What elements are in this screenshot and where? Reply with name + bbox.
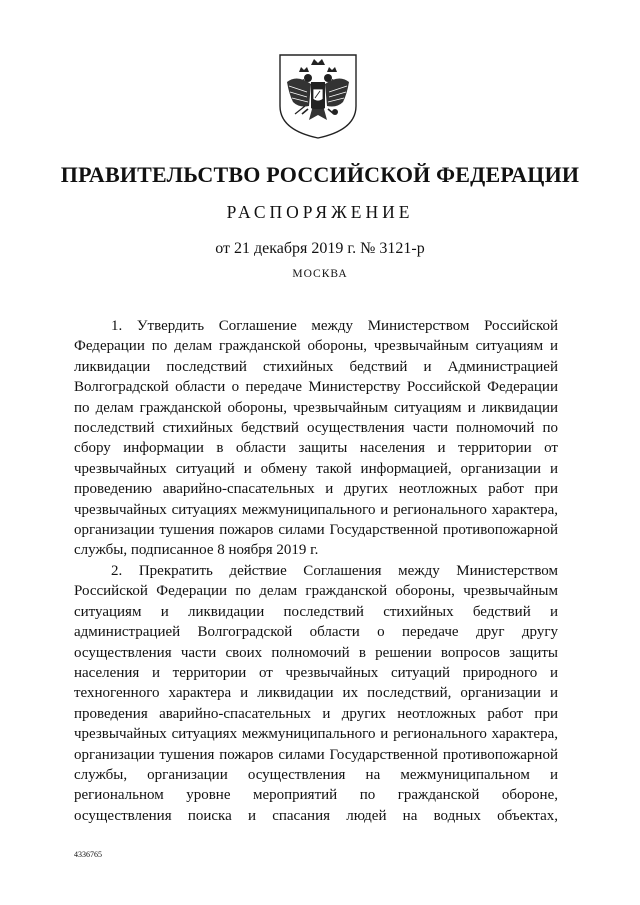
document-body <box>74 316 558 826</box>
coat-of-arms-icon <box>275 52 361 140</box>
document-code: 4336765 <box>74 850 102 859</box>
paragraph-1: 1. Утвердить Соглашение между Министерством Российской Федерации по делам гражданской обороны, чрезвычайным ситуациям и ликвидации последствий стихийных бедствий и Администрацией Волгоградской области о передаче Министерству Российской Федерации по делам гражданской обороны, чрезвычайным ситуациям и ликвидации последствий стихийных бедствий осуществления части полномочий по сбору информации в области защиты населения и территории от чрезвычайных ситуаций и обмену такой информацией, организации и проведению аварийно-спасательных и других неотложных работ при чрезвычайных ситуациях межмуниципального и регионального характера, организации тушения пожаров силами Государственной противопожарной службы, подписанное 8 ноября 2019 г. <box>74 318 558 559</box>
document-type: РАСПОРЯЖЕНИЕ <box>226 202 414 222</box>
document-date-number: от 21 декабря 2019 г. № 3121-р <box>215 240 425 257</box>
document-city: МОСКВА <box>292 268 348 280</box>
paragraph-2: 2. Прекратить действие Соглашения между Министерством Российской Федерации по делам гражданской обороны, чрезвычайным ситуациям и ликвидации последствий стихийных бедствий и администрацией Волгоградской области о передаче друг другу осуществления части своих полномочий в решении вопросов защиты населения и территории от чрезвычайных ситуаций природного и техногенного характера и ликвидации их последствий, организации и проведения аварийно-спасательных и других неотложных работ при чрезвычайных ситуациях межмуниципального и регионального характера, организации тушения пожаров силами Государственной противопожарной службы, организации осуществления на межмуниципальном и региональном уровне мероприятий по гражданской обороне, осуществления поиска и спасания людей на водных объектах, <box>74 562 558 824</box>
government-title: ПРАВИТЕЛЬСТВО РОССИЙСКОЙ ФЕДЕРАЦИИ <box>60 162 580 187</box>
